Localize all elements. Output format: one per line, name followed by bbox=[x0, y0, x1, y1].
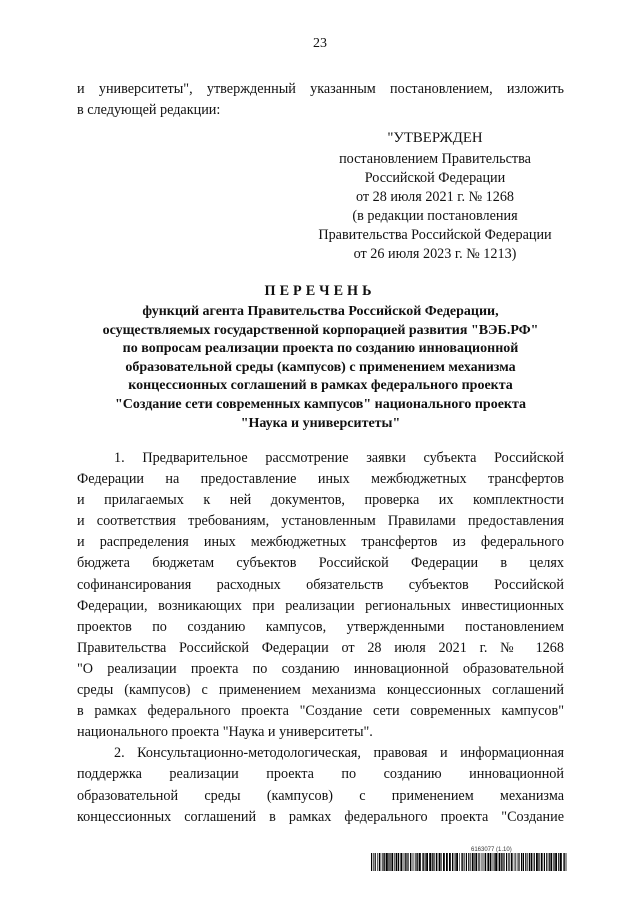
approval-heading: "УТВЕРЖДЕН bbox=[387, 130, 483, 146]
subtitle-line: осуществляемых государственной корпорацией развития "ВЭБ.РФ" bbox=[102, 322, 539, 338]
document-code: 6163077 (1.10) bbox=[471, 847, 512, 853]
body-line: и соответствия требованиям, установленным Правилами предоставления bbox=[77, 513, 564, 530]
body-line: 2. Консультационно-методологическая, правовая и информационная bbox=[114, 745, 564, 762]
body-line: бюджета бюджетам субъектов Российской Федерации в целях bbox=[77, 555, 564, 572]
page-number: 23 bbox=[313, 36, 327, 51]
body-line: софинансирования расходных обязательств субъектов Российской bbox=[77, 576, 564, 593]
approval-line: постановлением Правительства bbox=[339, 151, 531, 167]
body-line: проектов по созданию кампусов, утвержденными постановлением bbox=[77, 618, 564, 635]
intro-line: и университеты", утвержденный указанным постановлением, изложить bbox=[77, 81, 564, 97]
approval-stamp-block bbox=[300, 129, 570, 264]
subtitle-line: "Создание сети современных кампусов" национального проекта bbox=[114, 396, 527, 412]
document-subtitle bbox=[77, 303, 564, 433]
body-line: концессионных соглашений в рамках федерального проекта "Создание bbox=[77, 808, 564, 825]
intro-paragraph bbox=[77, 79, 564, 121]
body-line: "О реализации проекта по созданию инновационной образовательной bbox=[77, 660, 564, 677]
barcode bbox=[371, 853, 567, 871]
subtitle-line: по вопросам реализации проекта по созданию инновационной bbox=[122, 341, 519, 357]
approval-line: (в редакции постановления bbox=[352, 208, 518, 224]
approval-line: Российской Федерации bbox=[364, 170, 506, 186]
approval-line: от 26 июля 2023 г. № 1213) bbox=[353, 246, 517, 262]
subtitle-line: "Наука и университеты" bbox=[240, 415, 401, 431]
body-line: поддержка реализации проекта по созданию инновационной bbox=[77, 766, 564, 783]
body-line: и прилагаемых к ней документов, проверка их комплектности bbox=[77, 492, 564, 509]
approval-line: от 28 июля 2021 г. № 1268 bbox=[355, 189, 515, 205]
body-line: образовательной среды (кампусов) с применением механизма bbox=[77, 787, 564, 804]
subtitle-line: концессионных соглашений в рамках федерального проекта bbox=[128, 378, 513, 394]
subtitle-line: функций агента Правительства Российской Федерации, bbox=[142, 304, 499, 319]
body-line: Федерации на предоставление иных межбюджетных трансфертов bbox=[77, 471, 564, 488]
body-line: Федерации, возникающих при реализации региональных инвестиционных bbox=[77, 597, 564, 614]
body-line: в рамках федерального проекта "Создание сети современных кампусов" bbox=[77, 703, 564, 720]
body-line: и распределения иных межбюджетных трансфертов из федерального bbox=[77, 534, 564, 551]
document-title: ПЕРЕЧЕНЬ bbox=[264, 283, 376, 299]
body-line: национального проекта "Наука и университеты". bbox=[77, 724, 373, 741]
approval-line: Правительства Российской Федерации bbox=[318, 227, 552, 243]
body-line: 1. Предварительное рассмотрение заявки субъекта Российской bbox=[114, 450, 564, 466]
subtitle-line: образовательной среды (кампусов) с применением механизма bbox=[125, 359, 516, 375]
intro-line: в следующей редакции: bbox=[77, 102, 221, 118]
body-line: Правительства Российской Федерации от 28 июля 2021 г. № 1268 bbox=[77, 639, 564, 656]
body-line: среды (кампусов) с применением механизма концессионных соглашений bbox=[77, 682, 564, 699]
document-body bbox=[77, 448, 564, 828]
